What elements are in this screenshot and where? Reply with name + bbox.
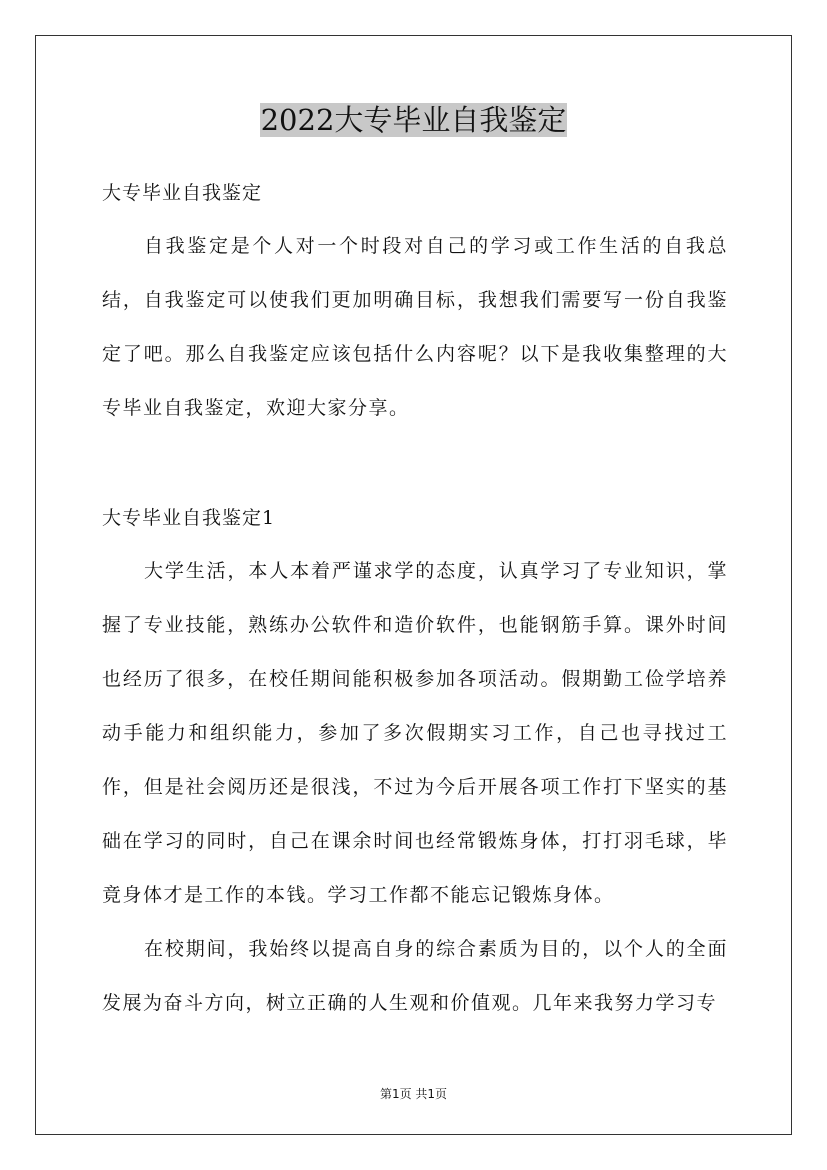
intro-heading: 大专毕业自我鉴定 [102, 182, 263, 204]
intro-paragraph: 自我鉴定是个人对一个时段对自己的学习或工作生活的自我总结，自我鉴定可以使我们更加明确目标，我想我们需要写一份自我鉴定了吧。那么自我鉴定应该包括什么内容呢？以下是我收集整理的大专毕业自我鉴定，欢迎大家分享。 [102, 235, 728, 419]
section1-paragraph-2: 在校期间，我始终以提高自身的综合素质为目的，以个人的全面发展为奋斗方向，树立正确的人生观和价值观。几年来我努力学习专 [102, 938, 728, 1014]
section1-heading: 大专毕业自我鉴定1 [102, 507, 276, 529]
section1-block [102, 544, 728, 1030]
title-text: 2022大专毕业自我鉴定 [260, 103, 567, 137]
document-title [0, 98, 827, 142]
section1-paragraph-1: 大学生活，本人本着严谨求学的态度，认真学习了专业知识，掌握了专业技能，熟练办公软件和造价软件，也能钢筋手算。课外时间也经历了很多，在校任期间能积极参加各项活动。假期勤工俭学培养动手能力和组织能力，参加了多次假期实习工作，自己也寻找过工作，但是社会阅历还是很浅，不过为今后开展各项工作打下坚实的基础在学习的同时，自己在课余时间也经常锻炼身体，打打羽毛球，毕竟身体才是工作的本钱。学习工作都不能忘记锻炼身体。 [102, 560, 728, 906]
page-number: 第1页 共1页 [379, 1087, 448, 1101]
intro-block [102, 219, 728, 435]
